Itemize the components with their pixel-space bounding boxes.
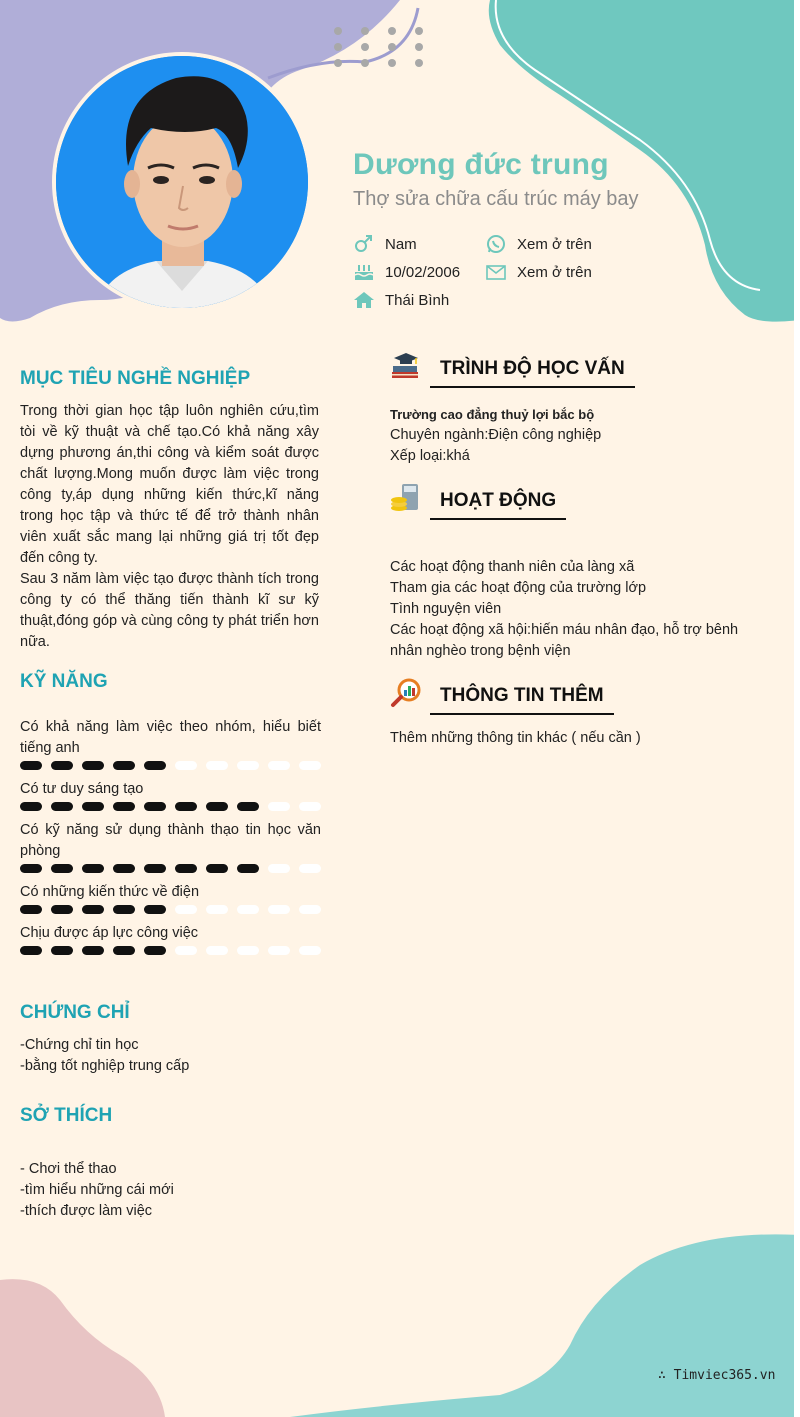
certificates-list [20,1035,340,1077]
skill-dot-filled [144,802,166,811]
skill-dot-filled [175,864,197,873]
gender-row [353,233,417,255]
whatsapp-phone-icon [485,234,507,254]
magnifier-chart-icon [390,677,422,709]
hobby-item: -thích được làm việc [20,1203,153,1219]
home-icon [353,290,375,310]
address-value: Thái Bình [385,291,450,309]
skill-dot-filled [113,946,135,955]
activity-item: Các hoạt động xã hội:hiến máu nhân đạo, hỗ trợ bênh nhân nghèo trong bệnh viện [390,622,739,659]
school-name: Trường cao đẳng thuỷ lợi bắc bộ [390,407,595,422]
extra-info-text: Thêm những thông tin khác ( nếu cần ) [390,730,641,746]
gender-icon [353,234,375,254]
graduation-books-icon [390,350,422,382]
skill-dot-empty [299,802,321,811]
gender-value: Nam [385,235,417,253]
skill-dot-empty [206,905,228,914]
skill-dot-filled [20,905,42,914]
skill-dot-empty [299,946,321,955]
skill-dot-filled [237,802,259,811]
skill-dot-filled [113,864,135,873]
skill-label: Có tư duy sáng tạo [20,781,144,797]
hobbies-title: SỞ THÍCH [20,1105,113,1126]
skill-dot-empty [237,946,259,955]
skill-dot-filled [51,864,73,873]
skill-rating [20,905,320,915]
avatar-portrait [56,56,308,308]
email-value: Xem ở trên [517,263,592,281]
email-row [485,261,592,283]
watermark-timviec365: ∴ Timviec365.vn [658,1368,776,1383]
activities-title: HOẠT ĐỘNG [430,490,566,520]
skill-dot-empty [237,761,259,770]
phone-value: Xem ở trên [517,235,592,253]
birthday-cake-icon [353,262,375,282]
skill-dot-empty [268,761,290,770]
skill-dot-empty [299,905,321,914]
education-details [390,404,770,467]
skill-rating [20,864,320,874]
extra-info-title: THÔNG TIN THÊM [430,685,614,715]
profile-photo [52,52,312,312]
skill-dot-filled [82,761,104,770]
skill-dot-filled [206,864,228,873]
skill-dot-filled [51,946,73,955]
birthday-value: 10/02/2006 [385,263,461,281]
skill-label: Chịu được áp lực công việc [20,925,199,941]
skill-dot-filled [175,802,197,811]
skill-label: Có khả năng làm việc theo nhóm, hiểu biết tiếng anh [20,719,321,756]
activity-item: Tình nguyện viên [390,601,502,617]
skill-rating [20,761,320,771]
skill-dot-filled [144,761,166,770]
skill-dot-empty [299,761,321,770]
skill-dot-filled [82,905,104,914]
skill-dot-filled [237,864,259,873]
skill-dot-filled [82,864,104,873]
skill-dot-filled [144,905,166,914]
activities-calculator-icon [390,482,422,514]
skill-dot-empty [206,946,228,955]
skill-dot-filled [51,802,73,811]
objective-title: MỤC TIÊU NGHỀ NGHIỆP [20,368,251,389]
skill-rating [20,802,320,812]
skill-dot-filled [206,802,228,811]
skill-dot-empty [268,864,290,873]
hobbies-list [20,1159,340,1222]
skill-dot-empty [175,761,197,770]
skill-dot-empty [237,905,259,914]
skill-dot-empty [299,864,321,873]
skill-dot-filled [113,802,135,811]
skill-dot-empty [175,946,197,955]
certificate-item: -Chứng chỉ tin học [20,1037,139,1053]
objective-paragraph: Trong thời gian học tập luôn nghiên cứu,tìm tòi về kỹ thuật và chế tạo.Có khả năng xây dựng phương án,thi công và kiểm soát được chất lượng.Mong muốn được làm việc trong công ty,áp dụng những kiến thức,kĩ năng trong học tập và thức tế để trở thành nhân viên xuất sắc mang lại những giá trị tốt đẹp đến công ty. [20,403,319,566]
skill-dot-filled [82,946,104,955]
activity-item: Các hoạt động thanh niên của làng xã [390,559,635,575]
skill-dot-filled [113,905,135,914]
skills-title: KỸ NĂNG [20,671,108,692]
hobby-item: -tìm hiểu những cái mới [20,1182,174,1198]
candidate-name: Dương đức trung [353,148,609,181]
birthday-row [353,261,460,283]
hobby-item: - Chơi thể thao [20,1161,117,1177]
job-title: Thợ sửa chữa cấu trúc máy bay [353,188,639,210]
certificates-title: CHỨNG CHỈ [20,1002,130,1023]
objective-paragraph: Sau 3 năm làm việc tạo được thành tích trong công ty có thể thăng tiến thành kĩ sư kỹ thuật,đóng góp và cùng công ty phát triển hơn nữa. [20,571,319,650]
skill-dot-empty [206,761,228,770]
skill-dot-filled [20,864,42,873]
skill-dot-empty [268,905,290,914]
skill-dot-empty [175,905,197,914]
rank: Xếp loại:khá [390,448,470,464]
certificate-item: -bằng tốt nghiệp trung cấp [20,1058,190,1074]
skill-label: Có những kiến thức về điện [20,884,200,900]
envelope-icon [485,262,507,282]
skill-dot-empty [268,802,290,811]
skill-rating [20,946,320,956]
objective-text [20,401,319,653]
skill-label: Có kỹ năng sử dụng thành thạo tin học văn phòng [20,822,321,859]
skill-dot-filled [144,946,166,955]
skill-dot-filled [144,864,166,873]
skill-dot-filled [113,761,135,770]
activity-item: Tham gia các hoạt động của trường lớp [390,580,647,596]
skill-dot-filled [51,905,73,914]
phone-row [485,233,592,255]
skill-dot-filled [20,761,42,770]
activities-list [390,557,770,662]
education-title: TRÌNH ĐỘ HỌC VẤN [430,358,635,388]
address-row [353,289,449,311]
skill-dot-filled [20,946,42,955]
skill-dot-filled [20,802,42,811]
skill-dot-filled [51,761,73,770]
skill-dot-filled [82,802,104,811]
skill-dot-empty [268,946,290,955]
major: Chuyên ngành:Điện công nghiệp [390,427,602,443]
